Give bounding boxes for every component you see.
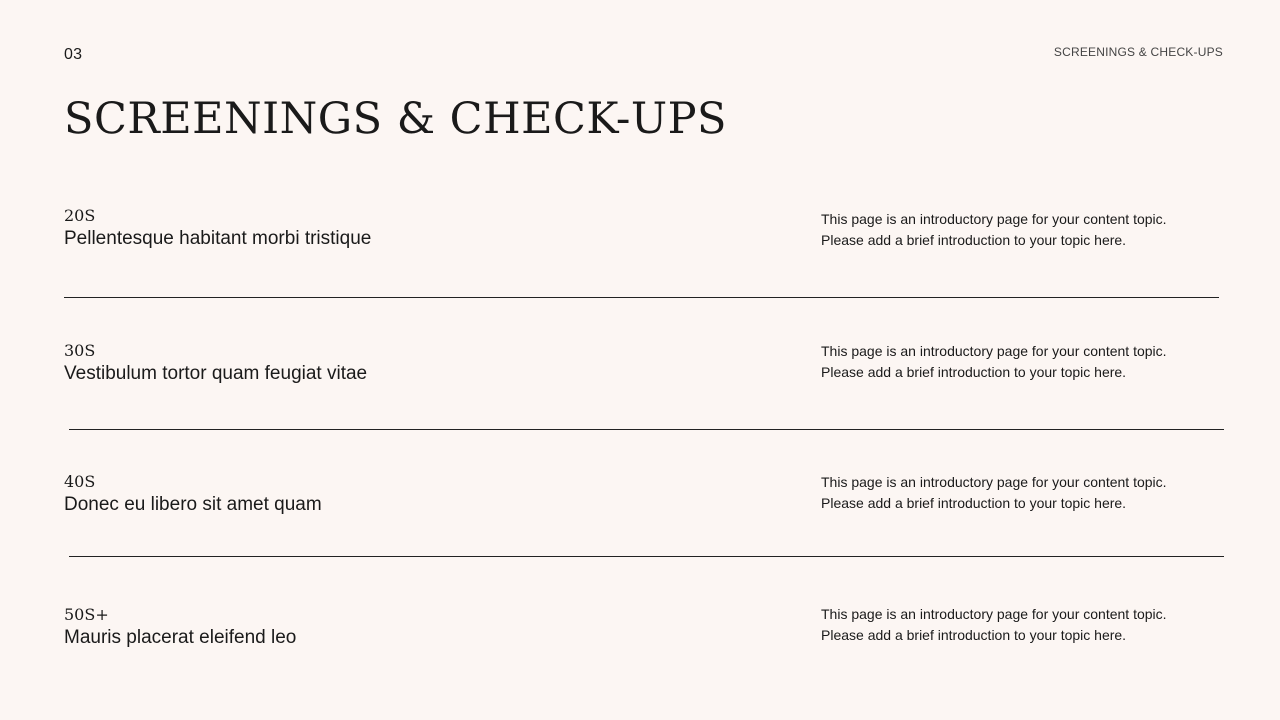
age-label: 40S [64,472,96,491]
row-heading [64,605,296,651]
page-number: 03 [64,46,83,63]
description-line: This page is an introductory page for your content topic. [821,606,1167,622]
row-description [821,604,1201,646]
age-label: 50S+ [64,605,109,624]
description-line: This page is an introductory page for your content topic. [821,211,1167,227]
row-title: Vestibulum tortor quam feugiat vitae [64,363,368,384]
description-line: Please add a brief introduction to your topic here. [821,495,1127,511]
row-description [821,472,1201,514]
row-heading [64,341,367,387]
description-line: Please add a brief introduction to your topic here. [821,627,1127,643]
description-line: This page is an introductory page for your content topic. [821,343,1167,359]
divider [64,297,1219,298]
row-description [821,209,1201,251]
divider [69,429,1224,430]
row-title: Donec eu libero sit amet quam [64,494,322,515]
row-description [821,341,1201,383]
page-title: SCREENINGS & CHECK-UPS [64,94,728,144]
age-label: 30S [64,341,96,360]
row-title: Pellentesque habitant morbi tristique [64,228,372,249]
row-heading [64,206,371,252]
age-label: 20S [64,206,96,225]
description-line: Please add a brief introduction to your topic here. [821,364,1127,380]
divider [69,556,1224,557]
description-line: This page is an introductory page for your content topic. [821,474,1167,490]
row-title: Mauris placerat eleifend leo [64,627,297,648]
row-heading [64,472,322,518]
description-line: Please add a brief introduction to your topic here. [821,232,1127,248]
header-label: SCREENINGS & CHECK-UPS [1053,45,1223,59]
